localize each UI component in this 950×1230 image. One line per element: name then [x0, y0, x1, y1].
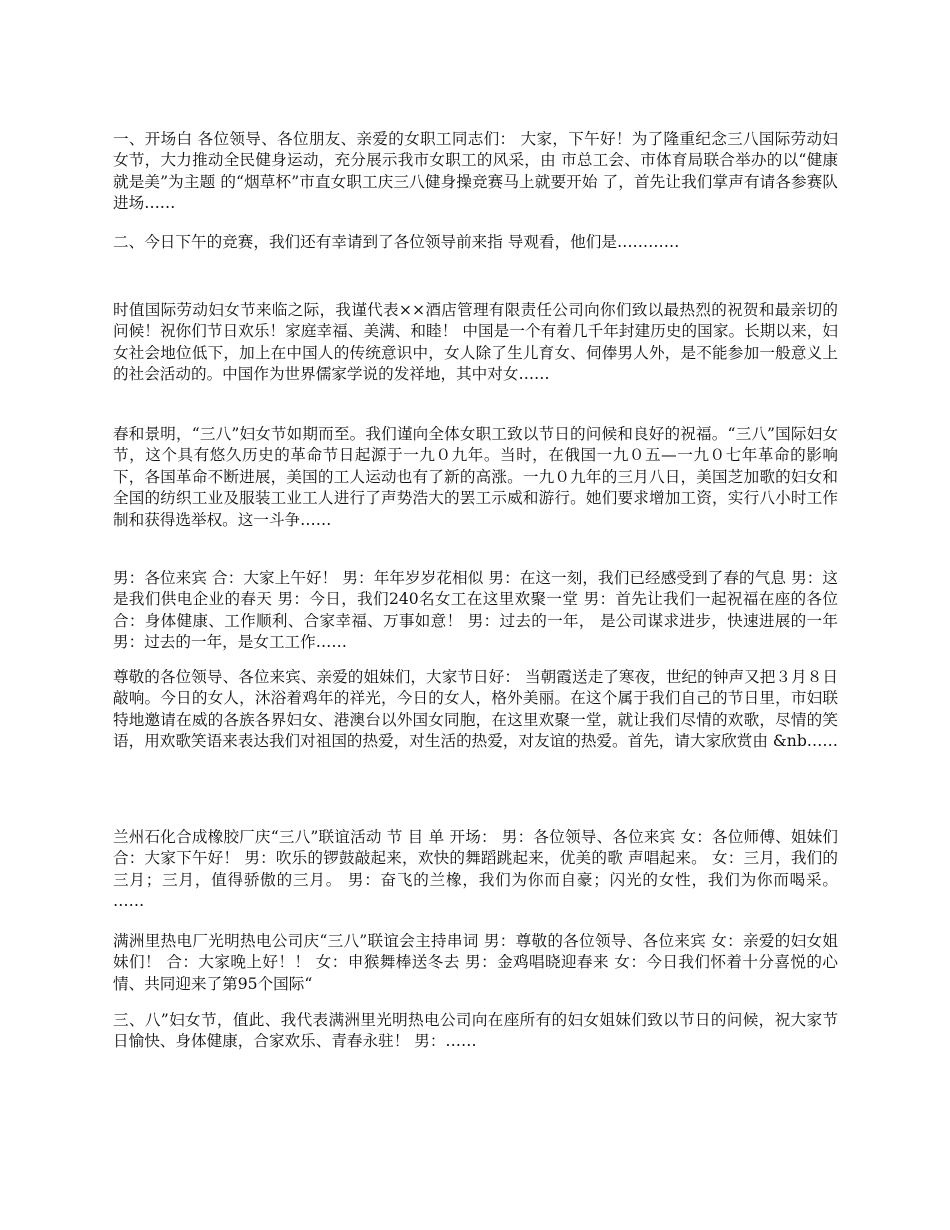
paragraph-hotel-greeting: 时值国际劳动妇女节来临之际，我谨代表××酒店管理有限责任公司向你们致以最热烈的祝贺和最亲切的问候！祝你们节日欢乐！家庭幸福、美满、和睦！ 中国是一个有着几千年封建历史的国家。长期以来，妇女社会地位低下，加上在中国人的传统意识中，女人除了生儿育女、伺俸男人外，是不能参加一般意义上的社会活动的。中国作为世界儒家学说的发祥地，其中对女……: [113, 301, 838, 384]
paragraph-manzhouli-script: 满洲里热电厂光明热电公司庆“三八”联谊会主持串词 男：尊敬的各位领导、各位来宾 女：亲爱的妇女姐妹们！ 合：大家晚上好！！ 女：申猴舞棒送冬去 男：金鸡唱晓迎春来 女：今日我们怀着十分喜悦的心情、共同迎来了第95个国际“: [113, 932, 838, 993]
paragraph-history: 春和景明，“三八”妇女节如期而至。我们谨向全体女职工致以节日的问候和良好的祝福。“三八”国际妇女节，这个具有悠久历史的革命节日起源于一九０九年。当时，在俄国一九０五—一九０七年革命的影响下，各国革命不断进展，美国的工人运动也有了新的高涨。一九０九年的三月八日，美国芝加歌的妇女和全国的纺织工业及服装工业工人进行了声势浩大的罢工示威和游行。她们要求增加工资，实行八小时工作制和获得选举权。这一斗争……: [113, 425, 838, 529]
paragraph-lanzhou-program: 兰州石化合成橡胶厂庆“三八”联谊活动 节 目 单 开场： 男：各位领导、各位来宾 女：各位师傅、姐妹们 合：大家下午好！ 男：吹乐的锣鼓敲起来，欢快的舞蹈跳起来，优美的歌 声唱起来。 女：三月，我们的三月；三月，值得骄傲的三月。 男：奋飞的兰橡，我们为你而自豪；闪光的女性，我们为你而喝采。 ……: [113, 828, 838, 911]
paragraph-federation-speech: 尊敬的各位领导、各位来宾、亲爱的姐妹们，大家节日好： 当朝霞送走了寒夜，世纪的钟声又把３月８日敲响。今日的女人，沐浴着鸡年的祥光，今日的女人，格外美丽。在这个属于我们自己的节日里，市妇联特地邀请在威的各族各界妇女、港澳台以外国女同胞，在这里欢聚一堂，就让我们尽情的欢歌，尽情的笑语，用欢歌笑语来表达我们对祖国的热爱，对生活的热爱，对友谊的热爱。首先，请大家欣赏由 &nb……: [113, 668, 838, 751]
paragraph-opening-speech: 一、开场白 各位领导、各位朋友、亲爱的女职工同志们： 大家，下午好！为了隆重纪念三八国际劳动妇女节，大力推动全民健身运动，充分展示我市女职工的风采，由 市总工会、市体育局联合举办的以“健康就是美”为主题 的“烟草杯”市直女职工庆三八健身操竞赛马上就要开始 了，首先让我们掌声有请各参赛队进场……: [113, 130, 838, 213]
paragraph-power-company-script: 男：各位来宾 合：大家上午好！ 男：年年岁岁花相似 男：在这一刻，我们已经感受到了春的气息 男：这是我们供电企业的春天 男：今日，我们240名女工在这里欢聚一堂 男：首先让我们一起祝福在座的各位 合：身体健康、工作顺利、合家幸福、万事如意！ 男：过去的一年， 是公司谋求进步，快速进展的一年 男：过去的一年，是女工工作……: [113, 569, 838, 652]
paragraph-guests: 二、今日下午的竞赛，我们还有幸请到了各位领导前来指 导观看，他们是…………: [113, 233, 680, 251]
paragraph-closing: 三、八”妇女节，值此、我代表满洲里光明热电公司向在座所有的妇女姐妹们致以节日的问候，祝大家节日愉快、身体健康，合家欢乐、青春永驻！ 男：……: [113, 1011, 838, 1051]
